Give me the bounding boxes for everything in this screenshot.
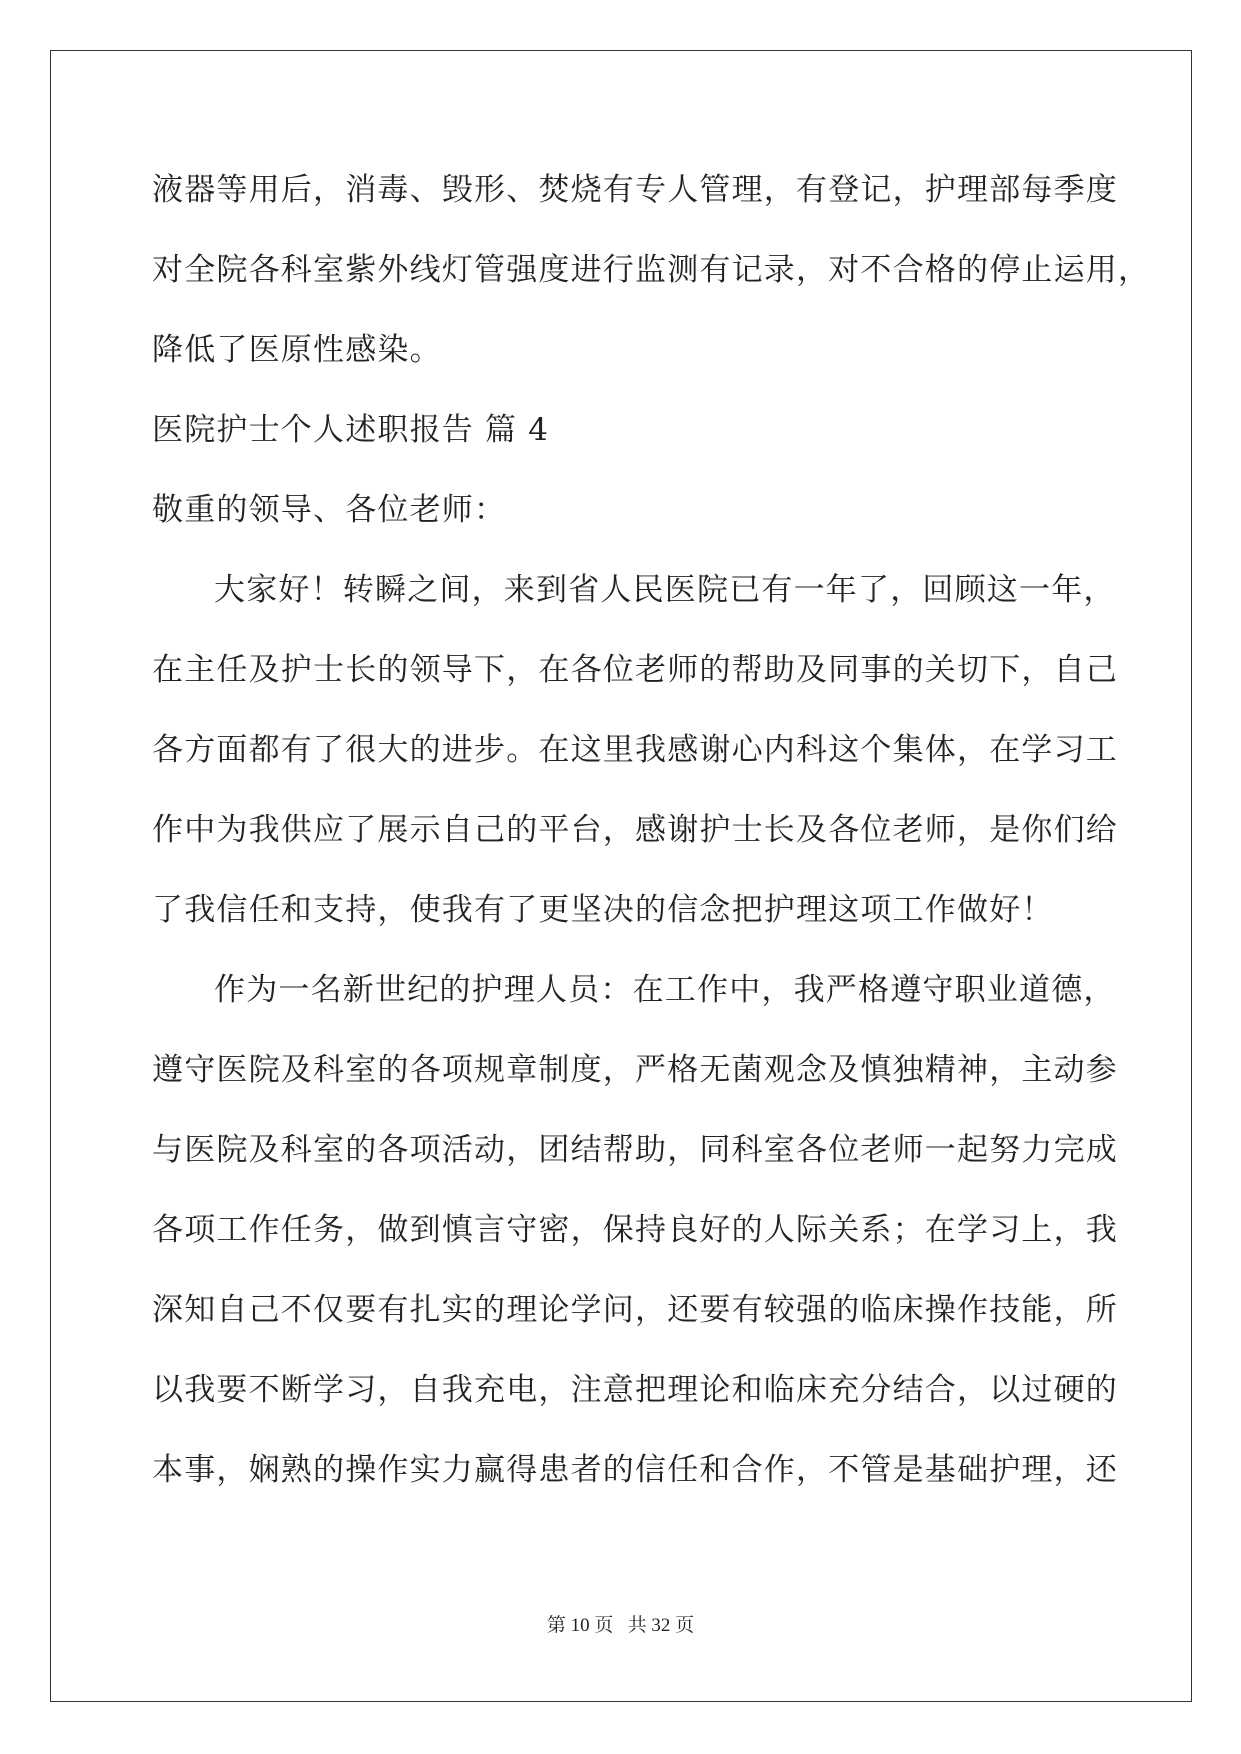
text-line: 深知自己不仅要有扎实的理论学问，还要有较强的临床操作技能，所 (152, 1292, 1118, 1328)
page-footer (0, 1610, 1241, 1637)
paragraph-first-line: 大家好！转瞬之间，来到省人民医院已有一年了，回顾这一年， (214, 572, 1116, 608)
text-line: 了我信任和支持，使我有了更坚决的信念把护理这项工作做好！ (152, 892, 1054, 928)
salutation: 敬重的领导、各位老师： (152, 492, 507, 528)
text-line: 各项工作任务，做到慎言守密，保持良好的人际关系；在学习上，我 (152, 1212, 1118, 1248)
section-heading: 医院护士个人述职报告 篇 4 (152, 412, 550, 448)
text-line: 对全院各科室紫外线灯管强度进行监测有记录，对不合格的停止运用， (152, 252, 1151, 288)
text-line: 以我要不断学习，自我充电，注意把理论和临床充分结合，以过硬的 (152, 1372, 1118, 1408)
page-number: 第 10 页 共 32 页 (546, 1615, 695, 1636)
text-line: 液器等用后，消毒、毁形、焚烧有专人管理，有登记，护理部每季度 (152, 172, 1118, 208)
text-line: 作中为我供应了展示自己的平台，感谢护士长及各位老师，是你们给 (152, 812, 1118, 848)
text-line: 降低了医原性感染。 (152, 332, 442, 368)
text-line: 与医院及科室的各项活动，团结帮助，同科室各位老师一起努力完成 (152, 1132, 1118, 1168)
document-body (152, 150, 1151, 1510)
text-line: 在主任及护士长的领导下，在各位老师的帮助及同事的关切下，自己 (152, 652, 1118, 688)
paragraph-first-line: 作为一名新世纪的护理人员：在工作中，我严格遵守职业道德， (214, 972, 1116, 1008)
text-line: 各方面都有了很大的进步。在这里我感谢心内科这个集体，在学习工 (152, 732, 1118, 768)
text-line: 遵守医院及科室的各项规章制度，严格无菌观念及慎独精神，主动参 (152, 1052, 1118, 1088)
text-line: 本事，娴熟的操作实力赢得患者的信任和合作，不管是基础护理，还 (152, 1452, 1118, 1488)
